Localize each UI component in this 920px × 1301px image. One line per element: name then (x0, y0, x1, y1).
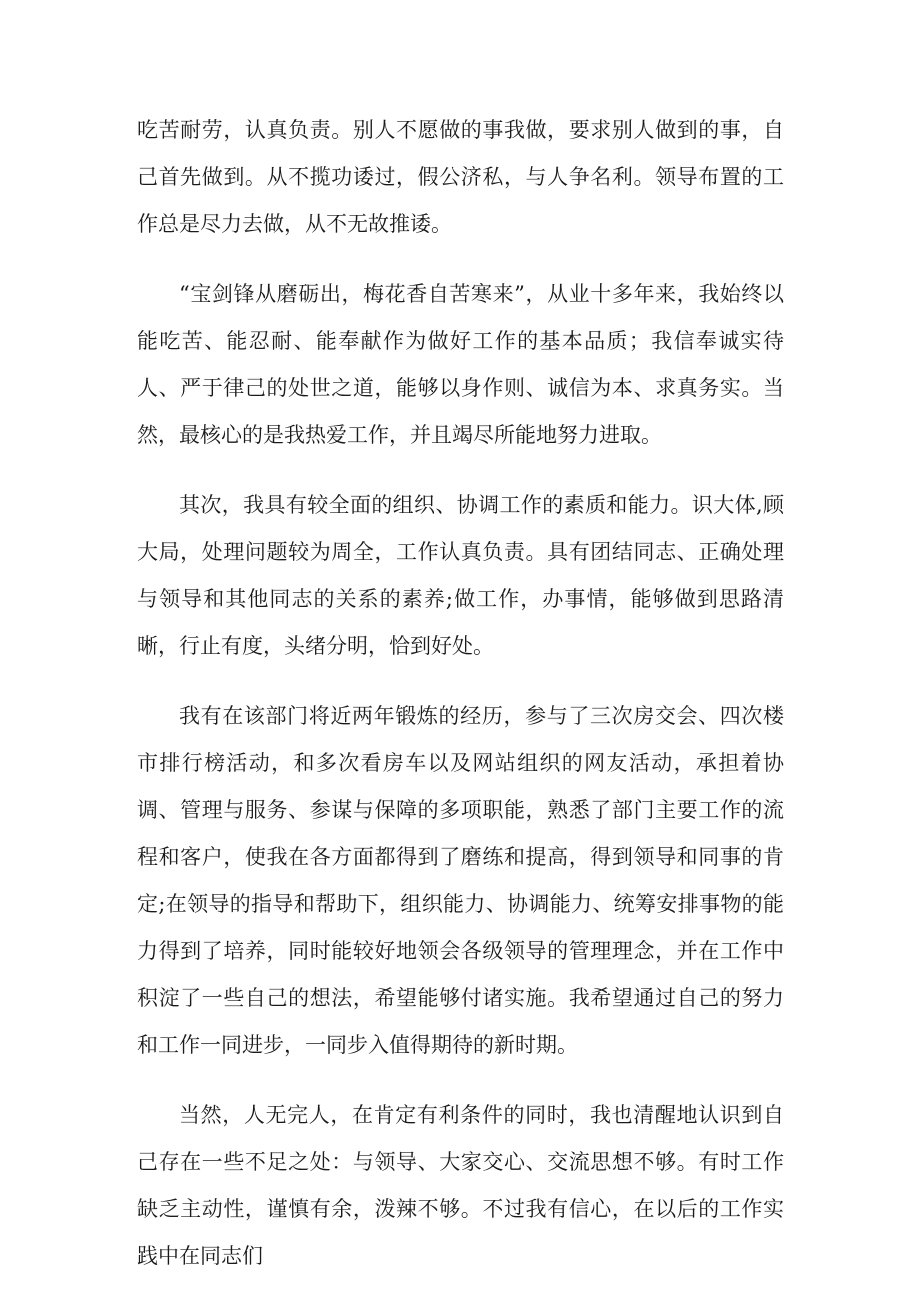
paragraph-1: 吃苦耐劳，认真负责。别人不愿做的事我做，要求别人做到的事，自己首先做到。从不揽功诿过，假公济私，与人争名利。领导布置的工作总是尽力去做，从不无故推诿。 (137, 118, 784, 236)
document-body (137, 107, 784, 1301)
paragraph-3: 其次，我具有较全面的组织、协调工作的素质和能力。识大体,顾大局，处理问题较为周全，工作认真负责。具有团结同志、正确处理与领导和其他同志的关系的素养;做工作，办事情，能够做到思路清晰，行止有度，头绪分明，恰到好处。 (137, 493, 784, 658)
paragraph-2: “宝剑锋从磨砺出，梅花香自苦寒来”，从业十多年来，我始终以能吃苦、能忍耐、能奉献作为做好工作的基本品质；我信奉诚实待人、严于律己的处世之道，能够以身作则、诚信为本、求真务实。当然，最核心的是我热爱工作，并且竭尽所能地努力进取。 (137, 282, 784, 447)
paragraph-4: 我有在该部门将近两年锻炼的经历，参与了三次房交会、四次楼市排行榜活动，和多次看房车以及网站组织的网友活动，承担着协调、管理与服务、参谋与保障的多项职能，熟悉了部门主要工作的流程和客户，使我在各方面都得到了磨练和提高，得到领导和同事的肯定;在领导的指导和帮助下，组织能力、协调能力、统筹安排事物的能力得到了培养，同时能较好地领会各级领导的管理理念，并在工作中积淀了一些自己的想法，希望能够付诸实施。我希望通过自己的努力和工作一同进步，一同步入值得期待的新时期。 (137, 704, 784, 1057)
paragraph-5: 当然，人无完人，在肯定有利条件的同时，我也清醒地认识到自己存在一些不足之处：与领导、大家交心、交流思想不够。有时工作缺乏主动性，谨慎有余，泼辣不够。不过我有信心，在以后的工作实践中在同志们 (137, 1103, 784, 1268)
